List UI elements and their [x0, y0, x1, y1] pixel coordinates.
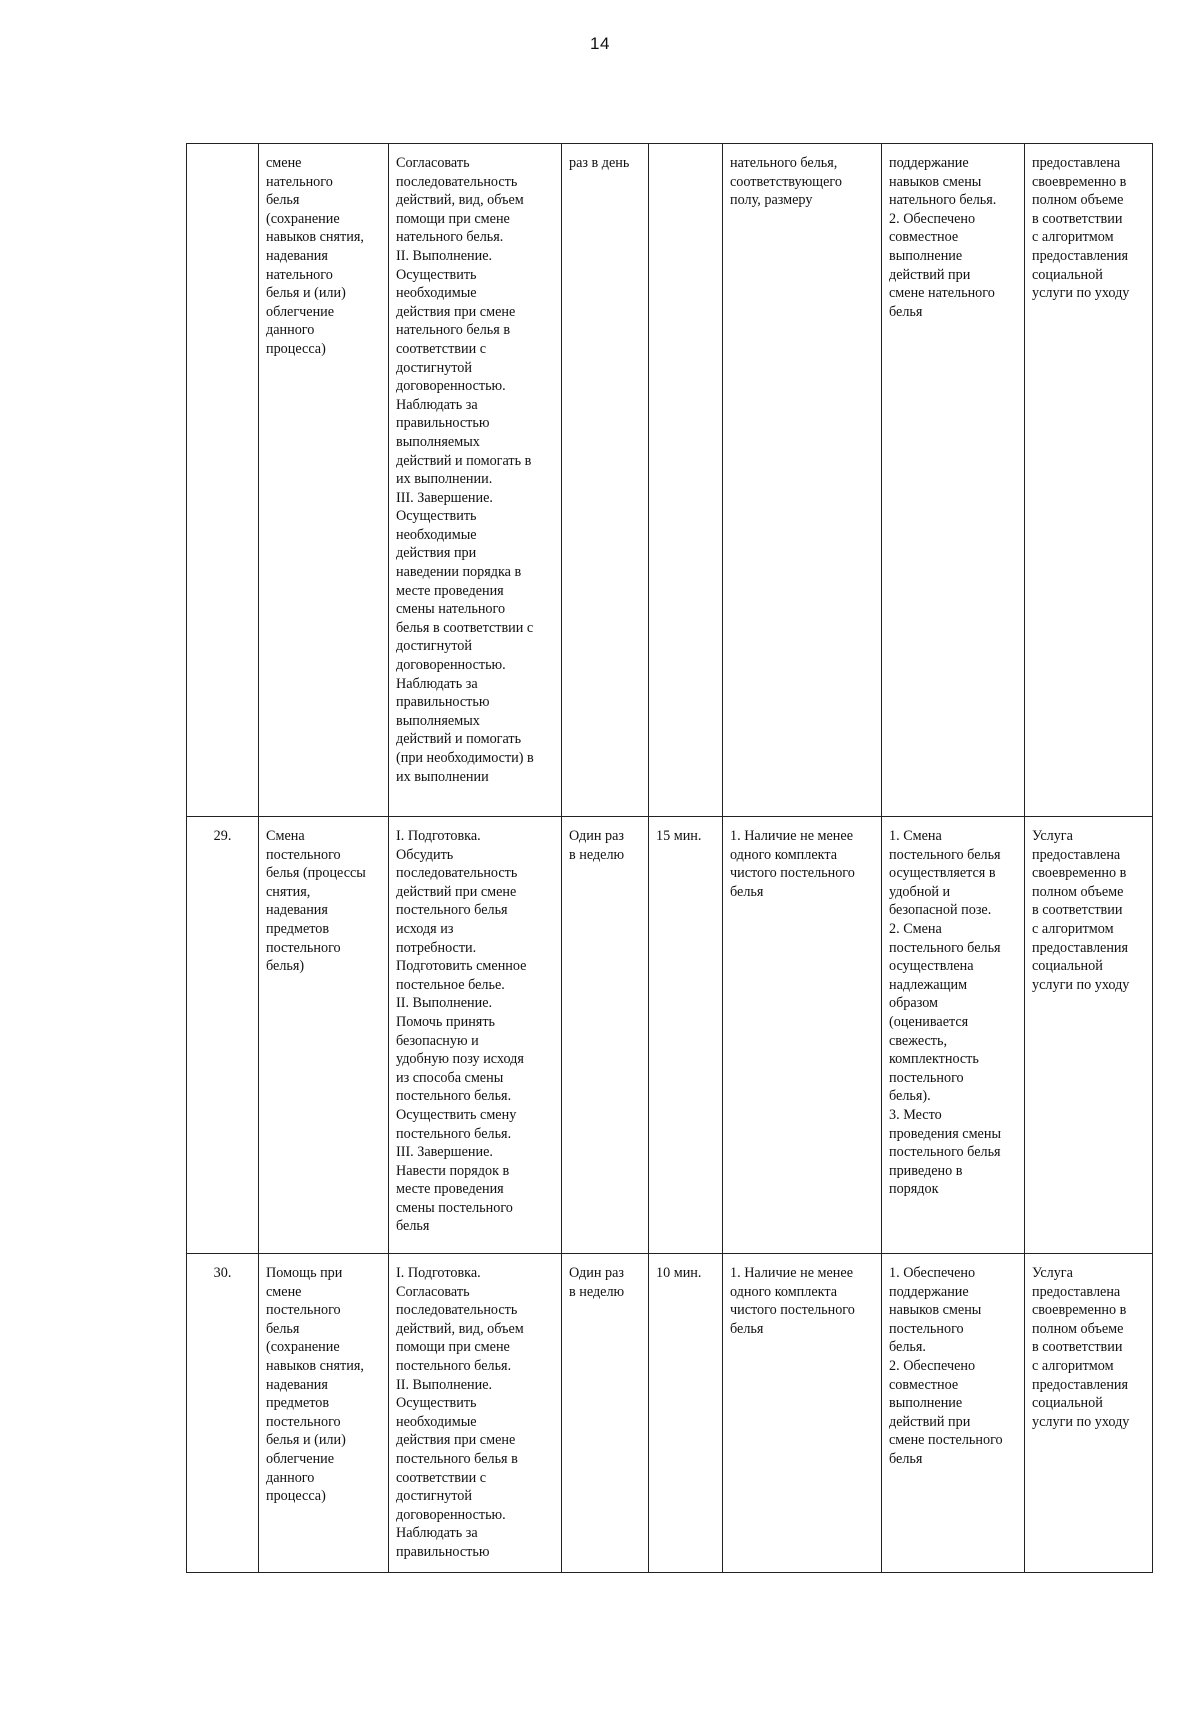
service-description: I. Подготовка. Согласовать последовательность действий, вид, объем помощи при смене постельного белья. II. Выполнение. Осуществить необходимые действия при смене постельного белья в соответствии с достигнутой договоренностью. Наблюдать за правильностью	[389, 1254, 562, 1573]
page-number: 14	[590, 34, 610, 53]
service-conditions: 1. Наличие не менее одного комплекта чистого постельного белья	[723, 1254, 882, 1573]
table-row	[187, 817, 1153, 1254]
table-row	[187, 1254, 1153, 1573]
service-indicators: 1. Обеспечено поддержание навыков смены постельного белья. 2. Обеспечено совместное выполнение действий при смене постельного белья	[882, 1254, 1025, 1573]
service-evaluation: предоставлена своевременно в полном объеме в соответствии с алгоритмом предоставления социальной услуги по уходу	[1025, 144, 1153, 817]
service-conditions: 1. Наличие не менее одного комплекта чистого постельного белья	[723, 817, 882, 1254]
service-name: Помощь при смене постельного белья (сохранение навыков снятия, надевания предметов постельного белья и (или) облегчение данного процесса)	[259, 1254, 389, 1573]
service-conditions: нательного белья, соответствующего полу, размеру	[723, 144, 882, 817]
service-name: Смена постельного белья (процессы снятия, надевания предметов постельного белья)	[259, 817, 389, 1254]
service-frequency: Один раз в неделю	[562, 817, 649, 1254]
service-frequency: Один раз в неделю	[562, 1254, 649, 1573]
services-table	[186, 143, 1153, 1573]
service-indicators: 1. Смена постельного белья осуществляется в удобной и безопасной позе. 2. Смена постельного белья осуществлена надлежащим образом (оценивается свежесть, комплектность постельного белья). 3. Место проведения смены постельного белья приведено в порядок	[882, 817, 1025, 1254]
service-description: Согласовать последовательность действий, вид, объем помощи при смене нательного белья. II. Выполнение. Осуществить необходимые действия при смене нательного белья в соответствии с достигнутой договоренностью. Наблюдать за правильностью выполняемых действий и помогать в их выполнении. III. Завершение. Осуществить необходимые действия при наведении порядка в месте проведения смены нательного белья в соответствии с достигнутой договоренностью. Наблюдать за правильностью выполняемых действий и помогать (при необходимости) в их выполнении	[389, 144, 562, 817]
service-duration	[649, 144, 723, 817]
service-evaluation: Услуга предоставлена своевременно в полном объеме в соответствии с алгоритмом предоставления социальной услуги по уходу	[1025, 817, 1153, 1254]
service-evaluation: Услуга предоставлена своевременно в полном объеме в соответствии с алгоритмом предоставления социальной услуги по уходу	[1025, 1254, 1153, 1573]
row-number	[187, 144, 259, 817]
service-indicators: поддержание навыков смены нательного белья. 2. Обеспечено совместное выполнение действий при смене нательного белья	[882, 144, 1025, 817]
service-duration: 10 мин.	[649, 1254, 723, 1573]
service-description: I. Подготовка. Обсудить последовательность действий при смене постельного белья исходя из потребности. Подготовить сменное постельное белье. II. Выполнение. Помочь принять безопасную и удобную позу исходя из способа смены постельного белья. Осуществить смену постельного белья. III. Завершение. Навести порядок в месте проведения смены постельного белья	[389, 817, 562, 1254]
service-frequency: раз в день	[562, 144, 649, 817]
row-number: 29.	[187, 817, 259, 1254]
table-row	[187, 144, 1153, 817]
row-number: 30.	[187, 1254, 259, 1573]
service-duration: 15 мин.	[649, 817, 723, 1254]
service-name: смене нательного белья (сохранение навыков снятия, надевания нательного белья и (или) облегчение данного процесса)	[259, 144, 389, 817]
